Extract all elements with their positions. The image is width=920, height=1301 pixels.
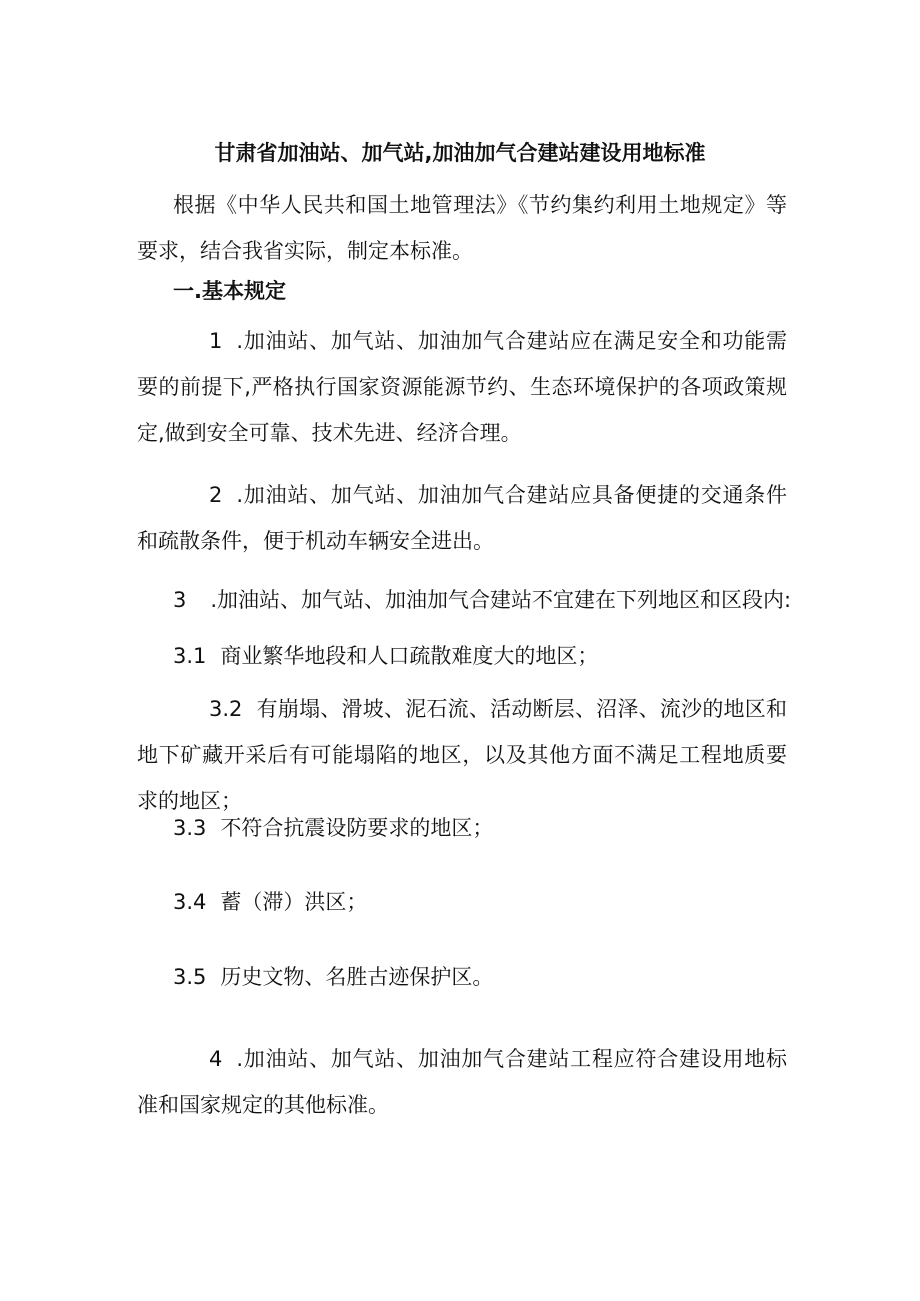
intro-paragraph: 根据《中华人民共和国土地管理法》《节约集约利用土地规定》等要求，结合我省实际，制定本标准。 xyxy=(137,193,787,263)
item-2-number: 2 xyxy=(209,483,223,507)
item-2-text: .加油站、加气站、加油加气合建站应具备便捷的交通条件和疏散条件，便于机动车辆安全进出。 xyxy=(137,483,787,553)
document-title: 甘肃省加油站、加气站,加油加气合建站建设用地标准 xyxy=(214,141,706,165)
item-4-paragraph xyxy=(137,1036,787,1128)
subitem-3-1 xyxy=(173,641,598,671)
subitem-3-3-number: 3.3 xyxy=(173,816,207,840)
section-heading: 一.基本规定 xyxy=(173,279,286,303)
subitem-3-4-number: 3.4 xyxy=(173,890,207,914)
subitem-3-1-number: 3.1 xyxy=(173,644,207,668)
item-1-number: 1 xyxy=(209,329,223,353)
item-4-number: 4 xyxy=(209,1047,223,1071)
subitem-3-4 xyxy=(173,887,367,917)
subitem-3-2-text: 有崩塌、滑坡、泥石流、活动断层、沼泽、流沙的地区和地下矿藏开采后有可能塌陷的地区，以及其他方面不满足工程地质要求的地区； xyxy=(137,697,787,813)
item-4-text: .加油站、加气站、加油加气合建站工程应符合建设用地标准和国家规定的其他标准。 xyxy=(137,1047,787,1117)
subitem-3-3-text: 不符合抗震设防要求的地区； xyxy=(220,816,494,840)
subitem-3-2-number: 3.2 xyxy=(209,697,243,721)
item-3-number: 3 xyxy=(173,588,187,612)
subitem-3-2 xyxy=(137,686,787,824)
subitem-3-5-text: 历史文物、名胜古迹保护区。 xyxy=(220,965,494,989)
subitem-3-3 xyxy=(173,813,493,843)
subitem-3-1-text: 商业繁华地段和人口疏散难度大的地区； xyxy=(220,644,599,668)
subitem-3-5 xyxy=(173,962,493,992)
item-3-paragraph xyxy=(173,585,791,615)
subitem-3-4-text: 蓄（滞）洪区； xyxy=(220,890,368,914)
item-1-paragraph xyxy=(137,318,787,456)
item-3-text: .加油站、加气站、加油加气合建站不宜建在下列地区和区段内: xyxy=(210,588,792,612)
item-2-paragraph xyxy=(137,472,787,564)
item-1-text: .加油站、加气站、加油加气合建站应在满足安全和功能需要的前提下,严格执行国家资源能源节约、生态环境保护的各项政策规定,做到安全可靠、技术先进、经济合理。 xyxy=(137,329,787,445)
subitem-3-5-number: 3.5 xyxy=(173,965,207,989)
